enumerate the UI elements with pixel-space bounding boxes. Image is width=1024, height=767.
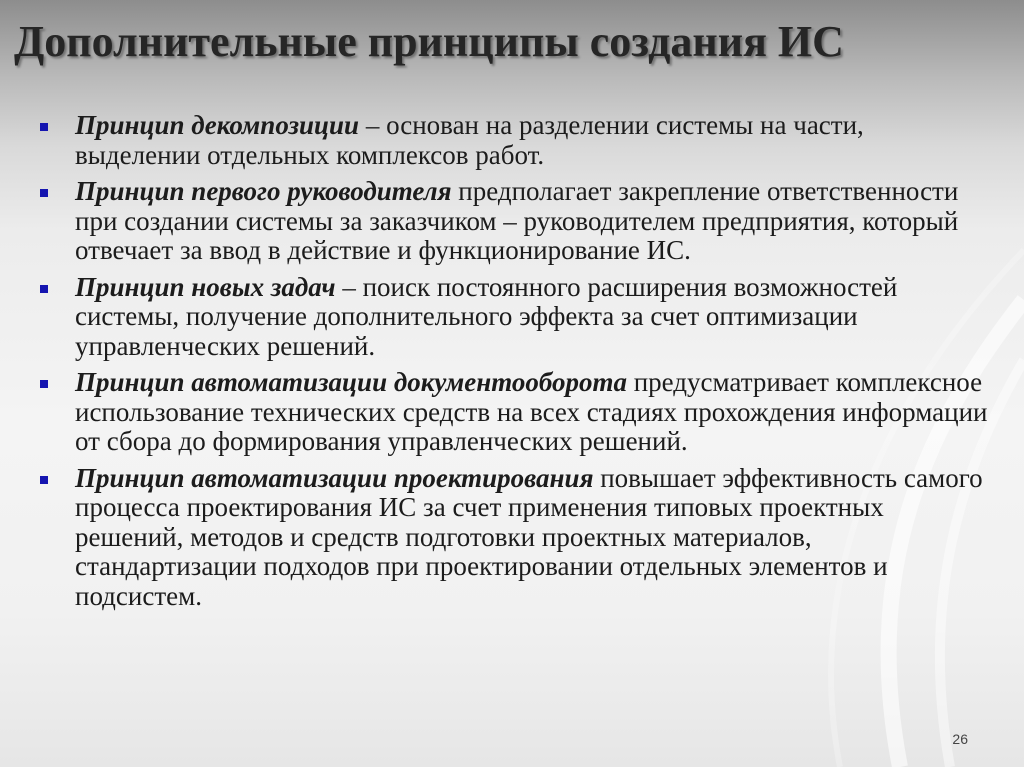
principle-term: Принцип декомпозиции <box>75 110 360 140</box>
bullet-item-new-tasks <box>0 273 1010 362</box>
principle-term: Принцип первого руководителя <box>75 176 452 206</box>
principle-term: Принцип новых задач <box>75 271 336 302</box>
principle-description: – поиск постоянного расширения возможностей системы, получение дополнительного эффекта за счет оптимизации управленческих решений. <box>75 271 898 361</box>
bullet-item-decomposition <box>0 111 1010 170</box>
bullet-item-first-manager <box>0 177 1010 266</box>
principle-description: предполагает закрепление ответственности при создании системы за заказчиком – руководителем предприятия, который отвечает за ввод в действие и функционирование ИС. <box>75 176 959 265</box>
principle-term: Принцип автоматизации документооборота <box>75 367 627 397</box>
bullet-list <box>0 111 1010 618</box>
bullet-item-document-automation <box>0 368 1010 457</box>
principle-term: Принцип автоматизации проектирования <box>75 462 594 493</box>
principle-description: – основан на разделении системы на части, выделении отдельных комплексов работ. <box>75 110 864 170</box>
bullet-marker <box>40 476 48 484</box>
principle-description: предусматривает комплексное использование технических средств на всех стадиях прохождения информации от сбора до формирования управленческих решений. <box>75 367 988 456</box>
bullet-marker <box>40 380 48 388</box>
bullet-marker <box>40 123 48 131</box>
slide-title: Дополнительные принципы создания ИС <box>14 17 844 66</box>
bullet-marker <box>40 189 48 197</box>
bullet-item-design-automation <box>0 464 1010 612</box>
page-number: 26 <box>952 731 968 747</box>
principle-description: повышает эффективность самого процесса проектирования ИС за счет применения типовых проектных решений, методов и средств подготовки проектных материалов, стандартизации подходов при проектировании отдельных элементов и подсистем. <box>75 462 983 611</box>
bullet-marker <box>40 285 48 293</box>
